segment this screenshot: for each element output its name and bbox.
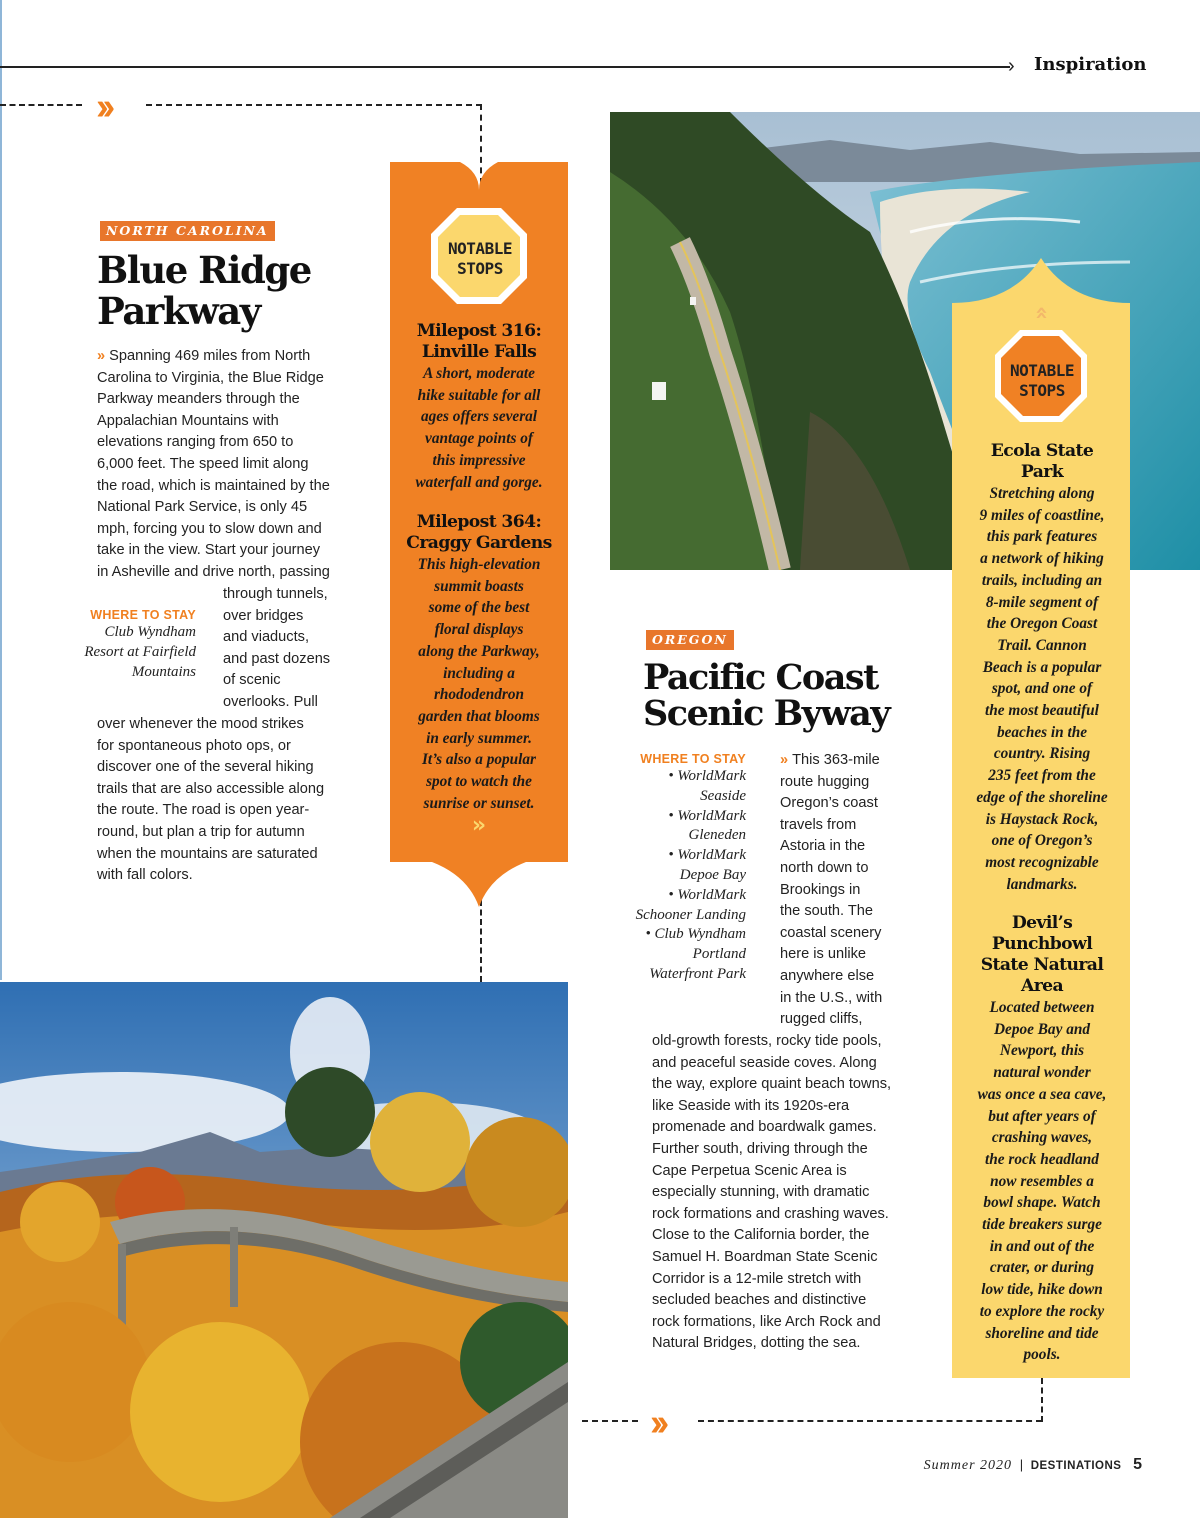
body-line: route hugging bbox=[780, 773, 870, 790]
body-line: overlooks. Pull bbox=[223, 693, 318, 710]
stop-entry bbox=[958, 441, 1126, 895]
badge-line: STOPS bbox=[1019, 381, 1065, 400]
body-line: Natural Bridges, dotting the sea. bbox=[652, 1335, 861, 1352]
body-line: of scenic bbox=[223, 672, 281, 689]
stop-description: Stretching along 9 miles of coastline, this park features a network of hiking trails, including an 8-mile segment of the Oregon Coast Trail. Cannon Beach is a popular spot, and one of the most beautiful beaches in the country. Rising 235 feet from the edge of the shoreline is Haystack Rock, one of Oregon’s most recognizable landmarks. bbox=[976, 485, 1108, 893]
badge-line: NOTABLE bbox=[1010, 361, 1074, 380]
body-line: discover one of the several hiking bbox=[97, 759, 314, 776]
title-line: Scenic Byway bbox=[643, 693, 890, 734]
body-line: promenade and boardwalk games. bbox=[652, 1119, 877, 1136]
hotel-line: Depoe Bay bbox=[679, 866, 746, 883]
chevron-icon: » bbox=[780, 752, 789, 768]
body-line: the road, which is maintained by the bbox=[97, 477, 330, 494]
body-line: trails that are also accessible along bbox=[97, 780, 325, 797]
where-to-stay-label: WHERE TO STAY bbox=[90, 608, 196, 622]
body-line: » This 363-mile bbox=[780, 752, 880, 768]
stop-description: A short, moderate hike suitable for all ages offers several vantage points of this impressive waterfall and gorge. bbox=[415, 365, 543, 491]
body-line: rugged cliffs, bbox=[780, 1011, 863, 1028]
body-line: in Asheville and drive north, passing bbox=[97, 563, 330, 580]
hotel-line: Portland bbox=[692, 946, 746, 963]
body-line: Cape Perpetua Scenic Area is bbox=[652, 1162, 847, 1179]
hotel-line: Mountains bbox=[131, 663, 196, 680]
svg-text:»: » bbox=[471, 813, 487, 838]
stop-description: Located between Depoe Bay and Newport, this natural wonder was once a sea cave, but after years of crashing waves, the rock headland now resembles a bowl shape. Watch tide breakers surge in and out of the crater, or during low tide, hike down to explore the rocky shoreline and tide pools. bbox=[977, 999, 1107, 1364]
badge-line: STOPS bbox=[457, 259, 503, 278]
stop-name: Devil’s Punchbowl State Natural Area bbox=[980, 913, 1104, 996]
page-number: 5 bbox=[1133, 1456, 1142, 1473]
stop-entry bbox=[395, 512, 563, 814]
body-line: rock formations, like Arch Rock and bbox=[652, 1313, 881, 1330]
hotel-line: Waterfront Park bbox=[649, 965, 746, 982]
body-line: the south. The bbox=[780, 903, 874, 920]
body-line: Carolina to Virginia, the Blue Ridge bbox=[97, 369, 324, 386]
body-line: elevations ranging from 650 to bbox=[97, 434, 294, 451]
body-line: round, but plan a trip for autumn bbox=[97, 823, 305, 840]
article-body-narrow bbox=[780, 750, 910, 1031]
body-line: take in the view. Start your journey bbox=[97, 542, 321, 559]
body-line: when the mountains are saturated bbox=[97, 845, 318, 862]
page-footer bbox=[924, 1456, 1142, 1474]
stop-entry bbox=[395, 321, 563, 493]
article-body-tail bbox=[652, 1031, 902, 1355]
body-line: » Spanning 469 miles from North bbox=[97, 348, 311, 364]
svg-text:»: » bbox=[1029, 305, 1054, 321]
footer-separator: | bbox=[1019, 1457, 1024, 1472]
hotel-line: • WorldMark bbox=[668, 886, 746, 903]
page-edge bbox=[0, 0, 2, 980]
title-line: Pacific Coast bbox=[643, 657, 878, 698]
body-line: the way, explore quaint beach towns, bbox=[652, 1076, 892, 1093]
notable-stops-badge bbox=[992, 361, 1092, 401]
body-line: Oregon’s coast bbox=[780, 795, 878, 812]
body-line: Close to the California border, the bbox=[652, 1227, 870, 1244]
body-line: and viaducts, bbox=[223, 629, 309, 646]
blue-ridge-photo bbox=[0, 982, 568, 1518]
body-line: in the U.S., with bbox=[780, 989, 883, 1006]
body-line: Corridor is a 12-mile stretch with bbox=[652, 1270, 862, 1287]
hotel-line: Seaside bbox=[700, 787, 746, 804]
article-title bbox=[97, 250, 311, 332]
region-tag: NORTH CAROLINA bbox=[100, 221, 275, 241]
body-line: through tunnels, bbox=[223, 586, 328, 602]
hotel-line: Club Wyndham bbox=[104, 624, 196, 640]
hotel-line: Gleneden bbox=[688, 827, 746, 844]
body-line: north down to bbox=[780, 859, 869, 876]
stop-description: This high-elevation summit boasts some of the best floral displays along the Parkway, including a rhododendron garden that blooms in early summer. It’s also a popular spot to watch the sunrise or sunset. bbox=[417, 556, 541, 812]
where-to-stay bbox=[60, 608, 196, 682]
title-line: Parkway bbox=[97, 289, 260, 333]
body-line: rock formations and crashing waves. bbox=[652, 1205, 889, 1222]
body-line: 6,000 feet. The speed limit along bbox=[97, 455, 309, 472]
where-to-stay-list bbox=[60, 623, 196, 682]
body-line: and peaceful seaside coves. Along bbox=[652, 1054, 877, 1071]
hotel-line: • WorldMark bbox=[668, 807, 746, 824]
body-line: here is unlike bbox=[780, 946, 866, 963]
article-body bbox=[97, 346, 347, 584]
body-line: and past dozens bbox=[223, 650, 331, 667]
body-line: old-growth forests, rocky tide pools, bbox=[652, 1033, 882, 1049]
badge-line: NOTABLE bbox=[448, 239, 512, 258]
body-line: over bridges bbox=[223, 607, 304, 624]
stop-name: Milepost 316: Linville Falls bbox=[416, 321, 542, 362]
hotel-line: • WorldMark bbox=[668, 847, 746, 864]
article-title bbox=[643, 657, 890, 734]
notable-stops-badge bbox=[430, 239, 530, 279]
body-line: Parkway meanders through the bbox=[97, 391, 300, 408]
double-chevron-icon: ›› bbox=[650, 1402, 664, 1444]
stop-entry bbox=[958, 913, 1126, 1366]
dashed-guide bbox=[582, 1420, 638, 1422]
stop-name: Milepost 364: Craggy Gardens bbox=[406, 512, 552, 553]
article-body-narrow bbox=[223, 584, 343, 714]
body-line: secluded beaches and distinctive bbox=[652, 1292, 867, 1309]
hotel-line: Resort at Fairfield bbox=[84, 643, 196, 660]
body-line: Appalachian Mountains with bbox=[97, 412, 279, 429]
section-label: Inspiration bbox=[1034, 54, 1147, 75]
hotel-line: • Club Wyndham bbox=[645, 926, 746, 943]
dashed-guide bbox=[146, 104, 482, 106]
magazine-name: DESTINATIONS bbox=[1030, 1460, 1122, 1472]
region-tag: OREGON bbox=[646, 630, 734, 650]
where-to-stay-label: WHERE TO STAY bbox=[640, 752, 746, 766]
dashed-guide bbox=[1041, 1378, 1043, 1422]
body-line: Further south, driving through the bbox=[652, 1140, 868, 1157]
dashed-guide bbox=[0, 104, 82, 106]
article-body-tail bbox=[97, 714, 347, 887]
body-line: over whenever the mood strikes bbox=[97, 716, 304, 732]
body-line: anywhere else bbox=[780, 967, 875, 984]
body-line: with fall colors. bbox=[97, 867, 193, 884]
body-line: for spontaneous photo ops, or bbox=[97, 737, 291, 754]
body-line: travels from bbox=[780, 816, 857, 833]
header-rule bbox=[0, 66, 1010, 68]
stop-name: Ecola State Park bbox=[990, 441, 1094, 482]
body-line: the route. The road is open year- bbox=[97, 802, 310, 819]
chevron-icon: » bbox=[97, 348, 106, 364]
title-line: Blue Ridge bbox=[97, 248, 311, 292]
body-line: especially stunning, with dramatic bbox=[652, 1184, 870, 1201]
double-chevron-icon: ›› bbox=[96, 86, 110, 128]
body-line: Samuel H. Boardman State Scenic bbox=[652, 1248, 878, 1265]
body-line: like Seaside with its 1920s-era bbox=[652, 1097, 850, 1114]
hotel-line: • WorldMark bbox=[668, 768, 746, 784]
dashed-guide bbox=[480, 900, 482, 982]
body-line: Brookings in bbox=[780, 881, 861, 898]
where-to-stay-list bbox=[620, 767, 746, 985]
body-line: Astoria in the bbox=[780, 838, 866, 855]
dashed-guide bbox=[698, 1420, 1042, 1422]
body-line: mph, forcing you to slow down and bbox=[97, 520, 322, 537]
body-line: coastal scenery bbox=[780, 924, 882, 941]
header-arrow-icon: › bbox=[1008, 55, 1015, 77]
hotel-line: Schooner Landing bbox=[635, 906, 746, 923]
issue-date: Summer 2020 bbox=[923, 1458, 1013, 1473]
body-line: National Park Service, is only 45 bbox=[97, 499, 308, 516]
where-to-stay bbox=[620, 752, 746, 985]
